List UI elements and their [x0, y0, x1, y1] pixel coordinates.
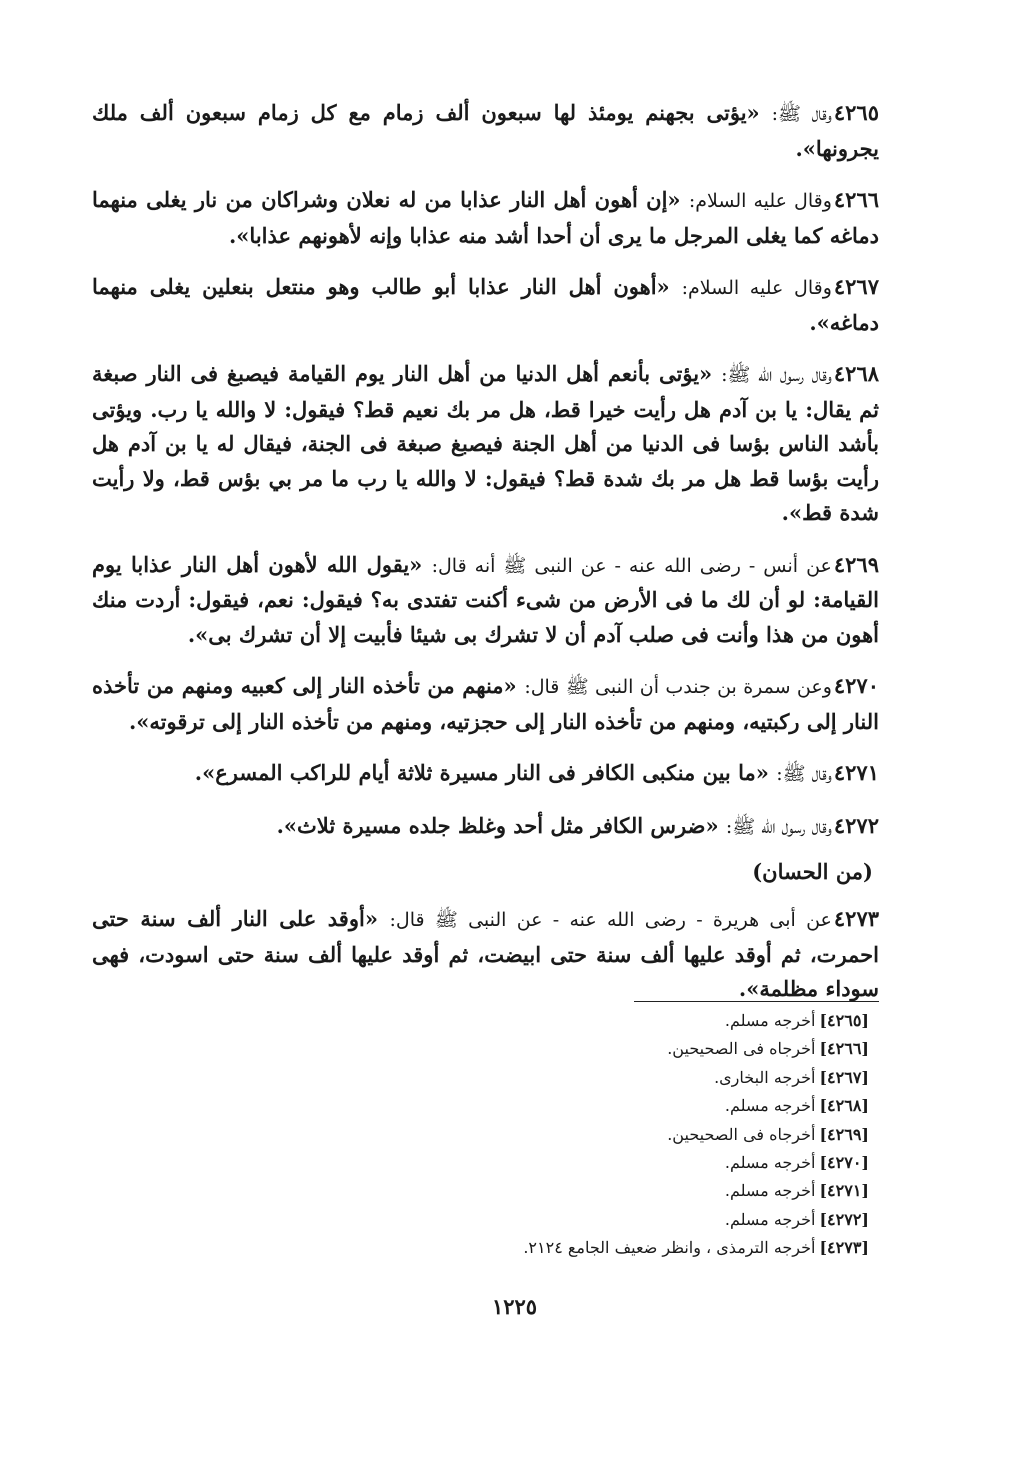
hadith-number: ٤٢٦٧ — [833, 274, 879, 299]
hadith-number: ٤٢٧٣ — [833, 906, 880, 931]
hadith-text: «ضرس الكافر مثل أحد وغلظ جلده مسيرة ثلاث». — [276, 812, 719, 838]
hadith-text: «أهون أهل النار عذابا أبو طالب وهو منتعل بنعلين يغلى منهما دماغه». — [92, 274, 879, 335]
footnote-text: أخرجه مسلم. — [724, 1181, 816, 1201]
footnote — [349, 1007, 869, 1035]
hadith-number: ٤٢٦٦ — [833, 187, 880, 212]
footnote-text: أخرجه مسلم. — [724, 1096, 816, 1116]
hadith-text: «يؤتى بجهنم يومئذ لها سبعون ألف زمام مع كل زمام سبعون ألف ملك يجرونها». — [92, 100, 879, 161]
footnote — [349, 1234, 869, 1262]
hadith-intro: وقال عليه السلام: — [688, 190, 832, 212]
footnote — [349, 1149, 869, 1177]
footnote-text: أخرجاه فى الصحيحين. — [667, 1124, 816, 1144]
hadith-text: «ما بين منكبى الكافر فى النار مسيرة ثلاثة أيام للراكب المسرع». — [194, 760, 769, 785]
hadith-intro: وقال ﷺ: — [771, 103, 832, 125]
footnote-text: أخرجه مسلم. — [724, 1011, 816, 1030]
footnote-text: أخرجه البخارى. — [714, 1067, 816, 1087]
footnote-text: أخرجه مسلم. — [724, 1209, 816, 1229]
hadith-4266 — [92, 183, 879, 253]
hadith-4265 — [92, 96, 879, 166]
footnote — [349, 1092, 869, 1120]
hadith-number: ٤٢٧٠ — [833, 673, 879, 698]
hadith-text: «يؤتى بأنعم أهل الدنيا من أهل النار يوم القيامة فيصبغ فى النار صبغة ثم يقال: يا بن آدم هل رأيت خيرا قط، هل مر بك نعيم قط؟ فيقول: لا والله يا رب. ويؤتى بأشد الناس بؤسا فى الدنيا من أهل الجنة فيصبغ صبغة فى الجنة، فيقال له يا بن آدم هل رأيت بؤسا قط هل مر بك شدة قط؟ فيقول: لا والله يا رب ما مر بي بؤس قط، ولا رأيت شدة قط». — [92, 361, 879, 525]
footnote-number: [٤٢٦٧] — [819, 1067, 869, 1087]
hadith-4268 — [92, 357, 879, 531]
footnote-number: [٤٢٦٦] — [819, 1039, 869, 1059]
footnote-text: أخرجاه فى الصحيحين. — [667, 1039, 816, 1059]
hadith-4273 — [92, 902, 879, 1007]
footnote — [349, 1064, 869, 1092]
hadith-intro: وقال ﷺ: — [776, 763, 832, 785]
footnote-number: [٤٢٧٠] — [819, 1153, 869, 1173]
footnote-number: [٤٢٦٩] — [819, 1124, 869, 1144]
hadith-text: «أوقد على النار ألف سنة حتى احمرت، ثم أوقد عليها ألف سنة حتى ابيضت، ثم أوقد عليها ألف سنة حتى اسودت، فهى سوداء مظلمة». — [92, 906, 879, 1001]
footnote — [349, 1035, 869, 1063]
hadith-text: «يقول الله لأهون أهل النار عذابا يوم القيامة: لو أن لك ما فى الأرض من شىء أكنت تفتدى به؟ فيقول: نعم، فيقول: أردت منك أهون من هذا وأنت فى صلب آدم أن لا تشرك بى شيئا فأبيت إلا أن تشرك بى». — [92, 551, 879, 647]
hadith-text: «منهم من تأخذه النار إلى كعبيه ومنهم من تأخذه النار إلى ركبتيه، ومنهم من تأخذه النار إلى حجزتيه، ومنهم من تأخذه النار إلى ترقوته». — [92, 673, 879, 734]
footnote-number: [٤٢٦٨] — [819, 1096, 869, 1116]
hadith-4267 — [92, 270, 879, 340]
footnote-number: [٤٢٧١] — [819, 1181, 869, 1201]
hadith-text: «إن أهون أهل النار عذابا من له نعلان وشراكان من نار يغلى منهما دماغه كما يغلى المرجل ما يرى أن أحدا أشد منه عذابا وإنه لأهونهم عذابا». — [92, 187, 879, 248]
footnote-number: [٤٢٧٢] — [819, 1209, 869, 1229]
footnotes — [349, 1007, 869, 1263]
hadith-intro: عن أبى هريرة - رضى الله عنه - عن النبى ﷺ قال: — [389, 909, 832, 931]
page-number: ١٢٢٥ — [491, 1294, 538, 1319]
footnote-number: [٤٢٧٣] — [819, 1238, 869, 1258]
hadith-4269 — [92, 548, 879, 653]
hadith-4272 — [92, 809, 879, 845]
hadith-intro: وقال رسول الله ﷺ: — [725, 815, 832, 838]
footnote — [349, 1177, 869, 1205]
hadith-number: ٤٢٦٨ — [833, 361, 880, 386]
footnote-number: [٤٢٦٥] — [819, 1011, 869, 1030]
hadith-intro: وقال رسول الله ﷺ: — [721, 364, 832, 386]
footnote — [349, 1206, 869, 1234]
hadith-intro: وعن سمرة بن جندب أن النبى ﷺ قال: — [524, 676, 832, 698]
hadith-4271 — [92, 756, 879, 792]
footnote-text: أخرجه مسلم. — [724, 1153, 816, 1173]
footnote-divider — [634, 1001, 879, 1002]
hadith-intro: عن أنس - رضى الله عنه - عن النبى ﷺ أنه قال: — [431, 554, 832, 577]
hadith-number: ٤٢٧١ — [833, 760, 879, 785]
footnote — [349, 1121, 869, 1149]
section-label: (من الحسان) — [752, 859, 873, 884]
hadith-intro: وقال عليه السلام: — [681, 277, 832, 299]
hadith-number: ٤٢٦٩ — [833, 551, 879, 577]
footnote-text: أخرجه الترمذى ، وانظر ضعيف الجامع ٢١٢٤. — [523, 1238, 816, 1258]
hadith-4270 — [92, 669, 879, 739]
hadith-number: ٤٢٧٢ — [833, 812, 879, 838]
hadith-number: ٤٢٦٥ — [833, 100, 879, 125]
